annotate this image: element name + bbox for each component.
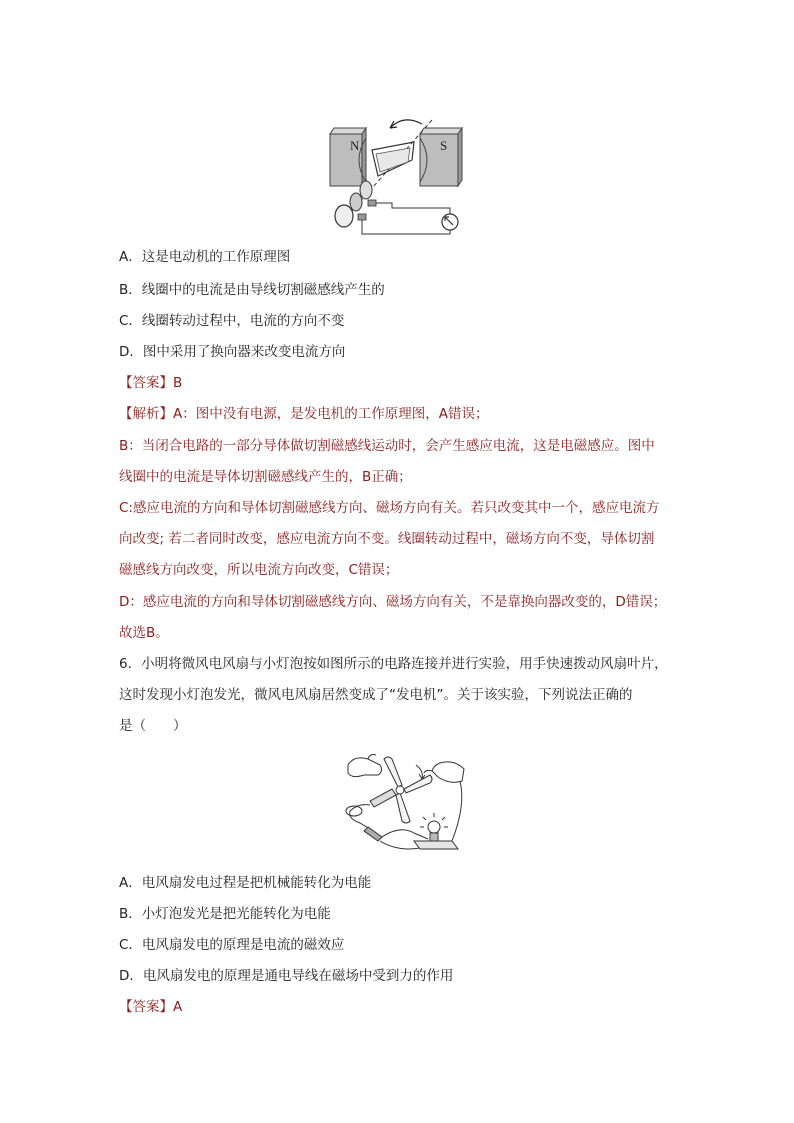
q6-option-a: A．电风扇发电过程是把机械能转化为电能 [119, 875, 372, 891]
s-pole-label: S [440, 138, 448, 153]
q5-answer [119, 373, 182, 393]
n-pole-label: N [350, 138, 360, 153]
q5-analysis-line-5: 向改变; 若二者同时改变，感应电流方向不变。线圈转动过程中，磁场方向不变，导体切割 [119, 531, 655, 547]
q6-answer [119, 997, 182, 1017]
answer-label: 【答案】 [119, 999, 173, 1015]
q5-analysis-line-1: 【解析】A：图中没有电源，是发电机的工作原理图，A错误； [119, 406, 489, 422]
analysis-label: 【解析】 [119, 406, 173, 422]
q6-stem-line-3: 是（ ） [119, 718, 187, 734]
generator-diagram [322, 112, 470, 240]
answer-value: B [173, 375, 183, 391]
q5-analysis-line-3: 线圈中的电流是导体切割磁感线产生的，B正确； [119, 469, 412, 485]
answer-value: A [173, 999, 183, 1015]
q6-stem-line-2: 这时发现小灯泡发光，微风电风扇居然变成了“发电机”。关于该实验，下列说法正确的 [119, 687, 633, 703]
q5-analysis-line-8: 故选B。 [119, 625, 169, 641]
q5-analysis-line-2: B：当闭合电路的一部分导体做切割磁感线运动时，会产生感应电流，这是电磁感应。图中 [119, 438, 655, 454]
q6-option-d: D．电风扇发电的原理是通电导线在磁场中受到力的作用 [119, 968, 454, 984]
q5-option-b: B．线圈中的电流是由导线切割磁感线产生的 [119, 282, 385, 298]
q5-analysis-line-6: 磁感线方向改变，所以电流方向改变，C错误； [119, 562, 399, 578]
q5-option-a: A．这是电动机的工作原理图 [119, 249, 291, 265]
q5-analysis-line-7: D：感应电流的方向和导体切割磁感线方向、磁场方向有关，不是靠换向器改变的，D错误； [119, 594, 667, 610]
q5-option-c: C．线圈转动过程中，电流的方向不变 [119, 313, 345, 329]
answer-label: 【答案】 [119, 375, 173, 391]
q6-stem-line-1: 6．小明将微风电风扇与小灯泡按如图所示的电路连接并进行实验，用手快速拨动风扇叶片， [119, 656, 668, 672]
fan-generator-diagram [340, 745, 470, 857]
q6-option-b: B．小灯泡发光是把光能转化为电能 [119, 906, 331, 922]
q5-option-d: D．图中采用了换向器来改变电流方向 [119, 344, 346, 360]
q6-option-c: C．电风扇发电的原理是电流的磁效应 [119, 937, 345, 953]
q5-analysis-line-4: C:感应电流的方向和导体切割磁感线方向、磁场方向有关。若只改变其中一个，感应电流方 [119, 500, 660, 516]
